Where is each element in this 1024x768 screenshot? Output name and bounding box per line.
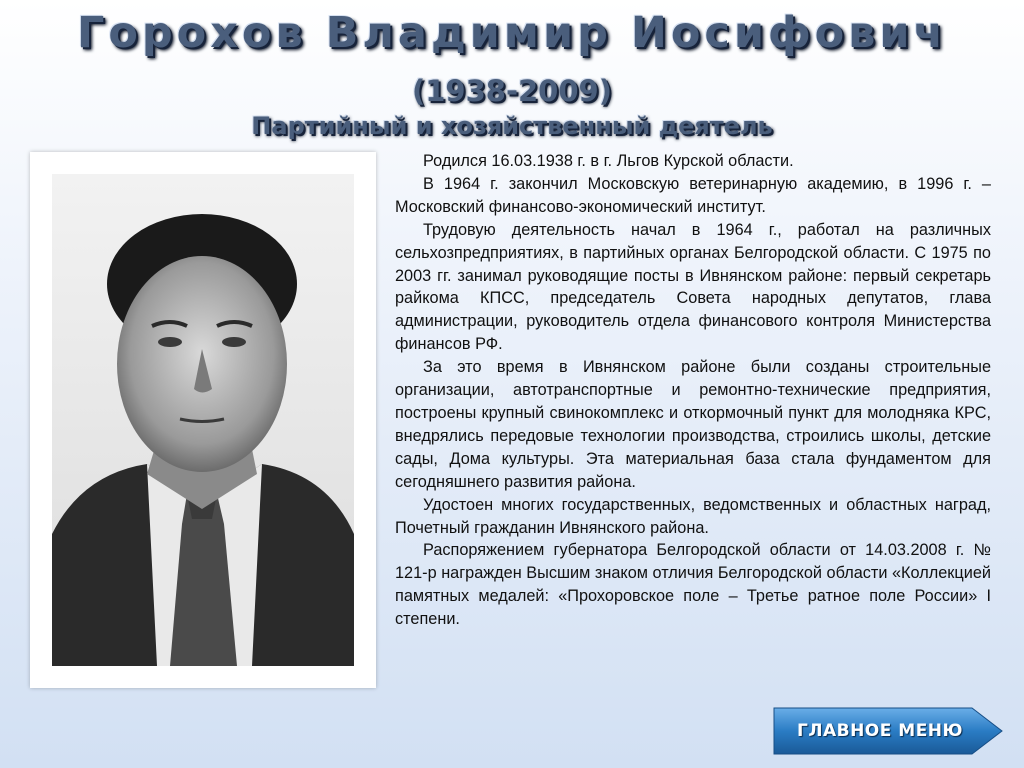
bio-paragraph: За это время в Ивнянском районе были созданы строительные организации, автотранспортные и ремонтно-технические предприятия, построены крупный свинокомплекс и откормочный пункт для молодняка КРС, внедрялись передовые технологии производства, строились школы, детские сады, Дома культуры. Эта материальная база стала фундаментом для сегодняшнего развития района. [395,358,991,491]
bio-paragraph: Удостоен многих государственных, ведомственных и областных наград, Почетный гражданин Ивнянского района. [395,495,991,537]
page-title: Горохов Владимир Иосифович [76,8,948,58]
biography-text [395,150,991,631]
portrait-photo [52,174,354,666]
main-menu-button[interactable] [772,704,1006,758]
main-menu-label: ГЛАВНОЕ МЕНЮ [797,721,963,741]
bio-paragraph: Распоряжением губернатора Белгородской области от 14.03.2008 г. № 121-р награжден Высшим знаком отличия Белгородской области «Коллекцией памятных медалей: «Прохоровское поле – Третье ратное поле России» I степени. [395,541,991,629]
photo-frame [30,152,376,688]
life-years: (1938-2009) [412,74,612,108]
bio-paragraph: Родился 16.03.1938 г. в г. Льгов Курской области. [423,152,794,170]
bio-paragraph: В 1964 г. закончил Московскую ветеринарную академию, в 1996 г. – Московский финансово-экономический институт. [395,174,991,216]
role-subtitle: Партийный и хозяйственный деятель [251,112,773,140]
portrait-image [52,174,354,666]
bio-paragraph: Трудовую деятельность начал в 1964 г., работал на различных сельхозпредприятиях, в партийных органах Белгородской области. С 1975 по 2003 гг. занимал руководящие посты в Ивнянском районе: первый секретарь райкома КПСС, председатель Совета народных депутатов, глава администрации, руководитель отдела финансового контроля Министерства финансов РФ. [395,220,991,354]
